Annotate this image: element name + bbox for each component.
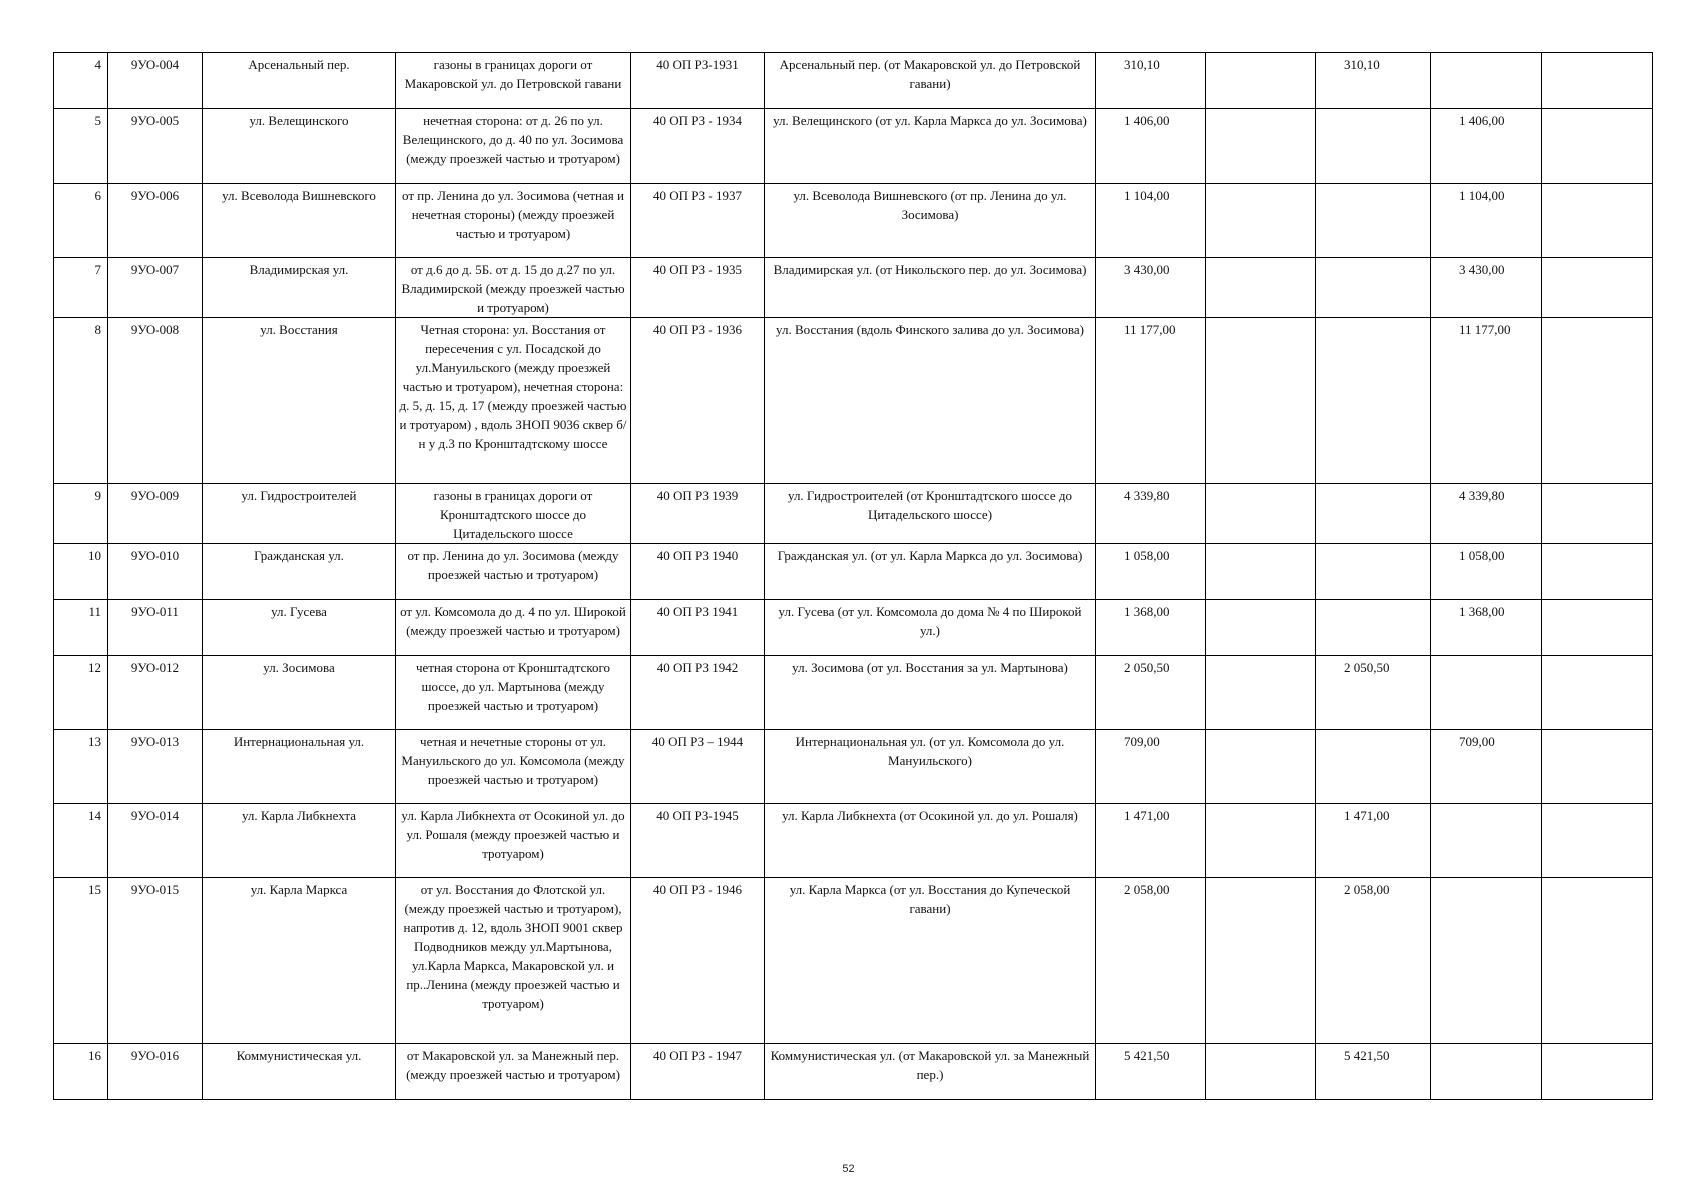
cell-area-total: 1 471,00 <box>1096 804 1206 878</box>
cell-category-3 <box>1431 656 1542 730</box>
register-table <box>53 52 1653 1100</box>
cell-category-3: 1 368,00 <box>1431 600 1542 656</box>
cell-object-code: 9УО-014 <box>108 804 203 878</box>
cell-road-id: 40 ОП РЗ 1939 <box>631 484 765 544</box>
cell-area-total: 2 058,00 <box>1096 878 1206 1044</box>
cell-road-section: Владимирская ул. (от Никольского пер. до ул. Зосимова) <box>765 258 1096 318</box>
cell-category-2: 2 050,50 <box>1316 656 1431 730</box>
cell-category-1 <box>1206 600 1316 656</box>
cell-category-1 <box>1206 109 1316 184</box>
cell-street-name: Гражданская ул. <box>203 544 396 600</box>
cell-category-2: 2 058,00 <box>1316 878 1431 1044</box>
cell-row-number: 11 <box>54 600 108 656</box>
cell-area-description: газоны в границах дороги от Кронштадтского шоссе до Цитадельского шоссе <box>396 484 631 544</box>
cell-object-code: 9УО-010 <box>108 544 203 600</box>
cell-category-1 <box>1206 53 1316 109</box>
cell-road-section: ул. Гидростроителей (от Кронштадтского шоссе до Цитадельского шоссе) <box>765 484 1096 544</box>
cell-category-4 <box>1542 730 1653 804</box>
cell-object-code: 9УО-013 <box>108 730 203 804</box>
cell-category-2 <box>1316 484 1431 544</box>
cell-category-1 <box>1206 318 1316 484</box>
cell-street-name: ул. Карла Маркса <box>203 878 396 1044</box>
cell-street-name: ул. Гидростроителей <box>203 484 396 544</box>
table-body <box>54 53 1653 1100</box>
cell-area-description: Четная сторона: ул. Восстания от пересечения с ул. Посадской до ул.Мануильского (между проезжей частью и тротуаром), нечетная сторона: д. 5, д. 15, д. 17 (между проезжей частью и тротуаром) , вдоль ЗНОП 9036 сквер б/н у д.3 по Кронштадтскому шоссе <box>396 318 631 484</box>
table-row <box>54 1044 1653 1100</box>
cell-category-2 <box>1316 544 1431 600</box>
cell-category-3 <box>1431 1044 1542 1100</box>
cell-category-1 <box>1206 544 1316 600</box>
table-row <box>54 484 1653 544</box>
cell-row-number: 15 <box>54 878 108 1044</box>
cell-road-section: ул. Всеволода Вишневского (от пр. Ленина до ул. Зосимова) <box>765 184 1096 258</box>
cell-street-name: ул. Велещинского <box>203 109 396 184</box>
cell-area-description: от ул. Комсомола до д. 4 по ул. Широкой (между проезжей частью и тротуаром) <box>396 600 631 656</box>
cell-road-id: 40 ОП РЗ - 1936 <box>631 318 765 484</box>
cell-area-total: 4 339,80 <box>1096 484 1206 544</box>
cell-category-2 <box>1316 600 1431 656</box>
cell-category-1 <box>1206 484 1316 544</box>
cell-road-id: 40 ОП РЗ-1945 <box>631 804 765 878</box>
cell-category-4 <box>1542 53 1653 109</box>
cell-street-name: ул. Всеволода Вишневского <box>203 184 396 258</box>
cell-category-2: 310,10 <box>1316 53 1431 109</box>
cell-category-3 <box>1431 878 1542 1044</box>
cell-area-description: от пр. Ленина до ул. Зосимова (четная и нечетная стороны) (между проезжей частью и тротуаром) <box>396 184 631 258</box>
cell-object-code: 9УО-015 <box>108 878 203 1044</box>
cell-category-2: 1 471,00 <box>1316 804 1431 878</box>
table-row <box>54 656 1653 730</box>
table-row <box>54 804 1653 878</box>
cell-road-id: 40 ОП РЗ - 1934 <box>631 109 765 184</box>
cell-road-section: Арсенальный пер. (от Макаровской ул. до Петровской гавани) <box>765 53 1096 109</box>
cell-street-name: Владимирская ул. <box>203 258 396 318</box>
cell-street-name: Коммунистическая ул. <box>203 1044 396 1100</box>
cell-area-total: 5 421,50 <box>1096 1044 1206 1100</box>
cell-street-name: ул. Восстания <box>203 318 396 484</box>
cell-road-id: 40 ОП РЗ - 1946 <box>631 878 765 1044</box>
cell-category-2 <box>1316 258 1431 318</box>
cell-category-4 <box>1542 109 1653 184</box>
cell-category-4 <box>1542 318 1653 484</box>
table-row <box>54 878 1653 1044</box>
table-row <box>54 730 1653 804</box>
cell-object-code: 9УО-016 <box>108 1044 203 1100</box>
cell-category-4 <box>1542 600 1653 656</box>
cell-street-name: Интернациональная ул. <box>203 730 396 804</box>
cell-object-code: 9УО-005 <box>108 109 203 184</box>
cell-area-description: четная сторона от Кронштадтского шоссе, до ул. Мартынова (между проезжей частью и тротуаром) <box>396 656 631 730</box>
cell-category-2 <box>1316 318 1431 484</box>
page-number: 52 <box>842 1163 855 1175</box>
cell-road-id: 40 ОП РЗ - 1937 <box>631 184 765 258</box>
cell-row-number: 14 <box>54 804 108 878</box>
cell-category-3: 11 177,00 <box>1431 318 1542 484</box>
cell-category-2 <box>1316 109 1431 184</box>
cell-road-id: 40 ОП РЗ 1942 <box>631 656 765 730</box>
cell-category-3: 1 058,00 <box>1431 544 1542 600</box>
cell-object-code: 9УО-004 <box>108 53 203 109</box>
cell-area-description: четная и нечетные стороны от ул. Мануильского до ул. Комсомола (между проезжей частью и тротуаром) <box>396 730 631 804</box>
cell-road-id: 40 ОП РЗ 1940 <box>631 544 765 600</box>
cell-street-name: ул. Зосимова <box>203 656 396 730</box>
cell-road-section: ул. Карла Либкнехта (от Осокиной ул. до ул. Рошаля) <box>765 804 1096 878</box>
cell-category-3: 4 339,80 <box>1431 484 1542 544</box>
cell-area-description: ул. Карла Либкнехта от Осокиной ул. до ул. Рошаля (между проезжей частью и тротуаром) <box>396 804 631 878</box>
cell-object-code: 9УО-012 <box>108 656 203 730</box>
cell-road-section: Коммунистическая ул. (от Макаровской ул. за Манежный пер.) <box>765 1044 1096 1100</box>
cell-category-4 <box>1542 1044 1653 1100</box>
cell-road-section: Интернациональная ул. (от ул. Комсомола до ул. Мануильского) <box>765 730 1096 804</box>
cell-road-section: ул. Зосимова (от ул. Восстания за ул. Мартынова) <box>765 656 1096 730</box>
table-row <box>54 544 1653 600</box>
cell-area-total: 2 050,50 <box>1096 656 1206 730</box>
cell-area-total: 310,10 <box>1096 53 1206 109</box>
table-row <box>54 318 1653 484</box>
cell-category-1 <box>1206 804 1316 878</box>
cell-road-id: 40 ОП РЗ - 1935 <box>631 258 765 318</box>
cell-category-2: 5 421,50 <box>1316 1044 1431 1100</box>
cell-road-section: Гражданская ул. (от ул. Карла Маркса до ул. Зосимова) <box>765 544 1096 600</box>
cell-category-4 <box>1542 258 1653 318</box>
cell-row-number: 9 <box>54 484 108 544</box>
cell-category-3: 709,00 <box>1431 730 1542 804</box>
cell-category-3: 3 430,00 <box>1431 258 1542 318</box>
cell-category-1 <box>1206 184 1316 258</box>
cell-road-section: ул. Карла Маркса (от ул. Восстания до Купеческой гавани) <box>765 878 1096 1044</box>
table-row <box>54 600 1653 656</box>
cell-area-total: 709,00 <box>1096 730 1206 804</box>
cell-road-id: 40 ОП РЗ-1931 <box>631 53 765 109</box>
cell-road-id: 40 ОП РЗ – 1944 <box>631 730 765 804</box>
table-row <box>54 258 1653 318</box>
cell-area-description: от пр. Ленина до ул. Зосимова (между проезжей частью и тротуаром) <box>396 544 631 600</box>
cell-category-1 <box>1206 730 1316 804</box>
cell-category-3: 1 406,00 <box>1431 109 1542 184</box>
cell-object-code: 9УО-007 <box>108 258 203 318</box>
cell-category-4 <box>1542 878 1653 1044</box>
cell-area-description: газоны в границах дороги от Макаровской ул. до Петровской гавани <box>396 53 631 109</box>
cell-row-number: 8 <box>54 318 108 484</box>
cell-street-name: ул. Гусева <box>203 600 396 656</box>
cell-category-4 <box>1542 544 1653 600</box>
cell-area-total: 1 104,00 <box>1096 184 1206 258</box>
cell-category-4 <box>1542 484 1653 544</box>
cell-row-number: 5 <box>54 109 108 184</box>
cell-row-number: 13 <box>54 730 108 804</box>
cell-area-description: от Макаровской ул. за Манежный пер. (между проезжей частью и тротуаром) <box>396 1044 631 1100</box>
cell-area-total: 3 430,00 <box>1096 258 1206 318</box>
cell-object-code: 9УО-011 <box>108 600 203 656</box>
cell-category-2 <box>1316 184 1431 258</box>
cell-road-section: ул. Велещинского (от ул. Карла Маркса до ул. Зосимова) <box>765 109 1096 184</box>
cell-row-number: 10 <box>54 544 108 600</box>
cell-row-number: 16 <box>54 1044 108 1100</box>
cell-area-total: 1 368,00 <box>1096 600 1206 656</box>
cell-area-total: 1 058,00 <box>1096 544 1206 600</box>
cell-area-total: 11 177,00 <box>1096 318 1206 484</box>
cell-row-number: 6 <box>54 184 108 258</box>
cell-category-4 <box>1542 656 1653 730</box>
cell-road-section: ул. Восстания (вдоль Финского залива до ул. Зосимова) <box>765 318 1096 484</box>
cell-category-3 <box>1431 53 1542 109</box>
cell-row-number: 4 <box>54 53 108 109</box>
cell-category-1 <box>1206 656 1316 730</box>
cell-category-1 <box>1206 1044 1316 1100</box>
cell-area-description: нечетная сторона: от д. 26 по ул. Велещинского, до д. 40 по ул. Зосимова (между проезжей частью и тротуаром) <box>396 109 631 184</box>
cell-row-number: 7 <box>54 258 108 318</box>
cell-area-description: от ул. Восстания до Флотской ул. (между проезжей частью и тротуаром), напротив д. 12, вдоль ЗНОП 9001 сквер Подводников между ул.Мартынова, ул.Карла Маркса, Макаровской ул. и пр..Ленина (между проезжей частью и тротуаром) <box>396 878 631 1044</box>
cell-category-2 <box>1316 730 1431 804</box>
cell-area-description: от д.6 до д. 5Б. от д. 15 до д.27 по ул. Владимирской (между проезжей частью и тротуаром) <box>396 258 631 318</box>
table-row <box>54 184 1653 258</box>
cell-category-1 <box>1206 878 1316 1044</box>
cell-object-code: 9УО-009 <box>108 484 203 544</box>
cell-row-number: 12 <box>54 656 108 730</box>
table-row <box>54 53 1653 109</box>
cell-object-code: 9УО-006 <box>108 184 203 258</box>
table-row <box>54 109 1653 184</box>
cell-road-section: ул. Гусева (от ул. Комсомола до дома № 4 по Широкой ул.) <box>765 600 1096 656</box>
cell-road-id: 40 ОП РЗ - 1947 <box>631 1044 765 1100</box>
cell-object-code: 9УО-008 <box>108 318 203 484</box>
cell-category-1 <box>1206 258 1316 318</box>
cell-area-total: 1 406,00 <box>1096 109 1206 184</box>
cell-category-4 <box>1542 804 1653 878</box>
cell-category-3: 1 104,00 <box>1431 184 1542 258</box>
cell-category-4 <box>1542 184 1653 258</box>
cell-street-name: Арсенальный пер. <box>203 53 396 109</box>
cell-category-3 <box>1431 804 1542 878</box>
cell-street-name: ул. Карла Либкнехта <box>203 804 396 878</box>
cell-road-id: 40 ОП РЗ 1941 <box>631 600 765 656</box>
